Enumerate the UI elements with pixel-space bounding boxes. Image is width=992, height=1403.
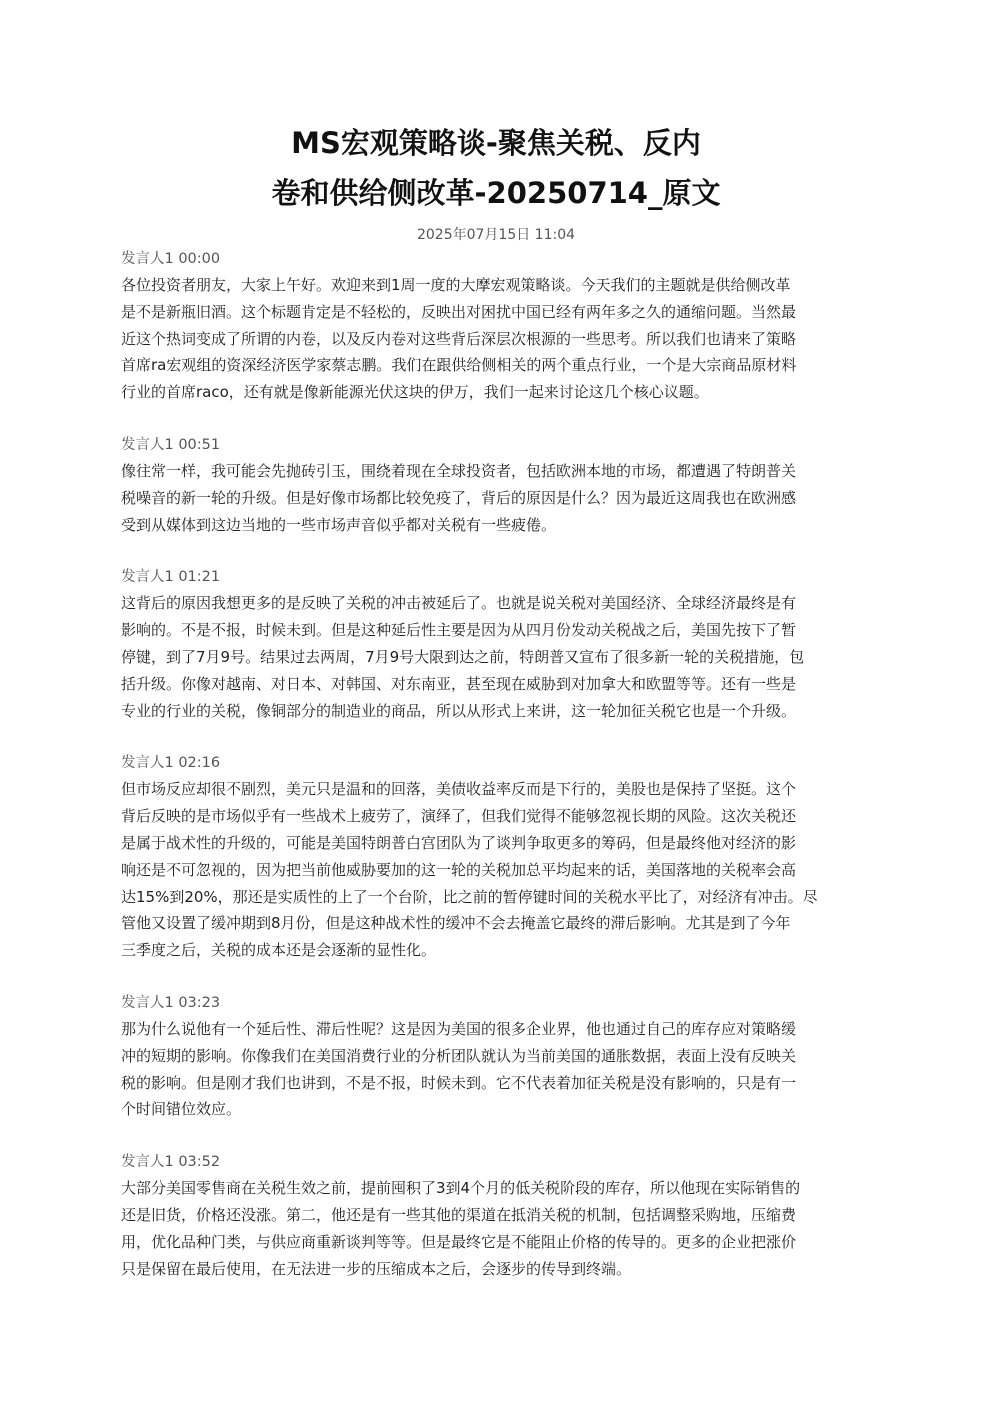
paragraph-line: 影响的。不是不报，时候未到。但是这种延后性主要是因为从四月份发动关税战之后，美国先按下了暂 (121, 621, 797, 640)
paragraph-line: 是不是新瓶旧酒。这个标题肯定是不轻松的，反映出对困扰中国已经有两年多之久的通缩问题。当然最 (121, 302, 797, 321)
transcript-paragraph (121, 1016, 871, 1123)
speaker-timestamp: 发言人1 03:23 (121, 994, 221, 1011)
paragraph-line: 管他又设置了缓冲期到8月份，但是这种战术性的缓冲不会去掩盖它最终的滞后影响。尤其是到了今年 (121, 914, 791, 933)
speaker-timestamp: 发言人1 00:51 (121, 436, 221, 453)
title-line-1: MS宏观策略谈-聚焦关税、反内 (291, 126, 701, 160)
transcript-segment (121, 750, 871, 964)
paragraph-line: 像往常一样，我可能会先抛砖引玉，围绕着现在全球投资者，包括欧洲本地的市场，都遭遇了特朗普关 (121, 461, 797, 480)
transcript-segment (121, 1149, 871, 1282)
paragraph-line: 首席ra宏观组的资深经济医学家蔡志鹏。我们在跟供给侧相关的两个重点行业，一个是大宗商品原材料 (121, 356, 797, 375)
transcript-segment (121, 432, 871, 538)
speaker-timestamp: 发言人1 03:52 (121, 1154, 221, 1171)
paragraph-line: 各位投资者朋友，大家上午好。欢迎来到1周一度的大摩宏观策略谈。今天我们的主题就是供给侧改革 (121, 276, 791, 294)
paragraph-line: 达15%到20%，那还是实质性的上了一个台阶，比之前的暂停键时间的关税水平比了，对经济有冲击。尽 (121, 887, 818, 906)
transcript-segment (121, 564, 871, 724)
paragraph-line: 大部分美国零售商在关税生效之前，提前囤积了3到4个月的低关税阶段的库存，所以他现在实际销售的 (121, 1179, 801, 1198)
paragraph-line: 还是旧货，价格还没涨。第二，他还是有一些其他的渠道在抵消关税的机制，包括调整采购地，压缩费 (121, 1205, 797, 1224)
transcript-paragraph (121, 776, 871, 964)
paragraph-line: 这背后的原因我想更多的是反映了关税的冲击被延后了。也就是说关税对美国经济、全球经济最终是有 (121, 594, 797, 613)
paragraph-line: 用，优化品种门类，与供应商重新谈判等等。但是最终它是不能阻止价格的传导的。更多的企业把涨价 (121, 1232, 797, 1251)
speaker-timestamp: 发言人1 02:16 (121, 755, 221, 772)
paragraph-line: 税噪音的新一轮的升级。但是好像市场都比较免疫了，背后的原因是什么？因为最近这周我也在欧洲感 (121, 488, 797, 507)
paragraph-line: 税的影响。但是刚才我们也讲到，不是不报，时候未到。它不代表着加征关税是没有影响的，只是有一 (121, 1073, 797, 1092)
title-line-2: 卷和供给侧改革-20250714_原文 (271, 176, 721, 210)
paragraph-line: 个时间错位效应。 (121, 1100, 242, 1119)
paragraph-line: 近这个热词变成了所谓的内卷，以及反内卷对这些背后深层次根源的一些思考。所以我们也请来了策略 (121, 329, 797, 348)
transcript-segment (121, 246, 871, 406)
paragraph-line: 那为什么说他有一个延后性、滞后性呢？这是因为美国的很多企业界，他也通过自己的库存应对策略缓 (121, 1019, 797, 1038)
paragraph-line: 只是保留在最后使用，在无法进一步的压缩成本之后，会逐步的传导到终端。 (121, 1259, 632, 1278)
document-datetime: 2025年07月15日 11:04 (416, 227, 576, 243)
transcript-paragraph (121, 1175, 871, 1282)
paragraph-line: 背后反映的是市场似乎有一些战术上疲劳了，演绎了，但我们觉得不能够忽视长期的风险。这次关税还 (121, 807, 797, 826)
paragraph-line: 是属于战术性的升级的，可能是美国特朗普白宫团队为了谈判争取更多的筹码，但是最终他对经济的影 (121, 833, 797, 852)
paragraph-line: 冲的短期的影响。你像我们在美国消费行业的分析团队就认为当前美国的通胀数据，表面上没有反映关 (121, 1046, 797, 1065)
paragraph-line: 响还是不可忽视的，因为把当前他威胁要加的这一轮的关税加总平均起来的话，美国落地的关税率会高 (121, 860, 797, 879)
transcript-paragraph (121, 272, 871, 406)
paragraph-line: 行业的首席raco，还有就是像新能源光伏这块的伊万，我们一起来讨论这几个核心议题。 (121, 383, 709, 402)
transcript-paragraph (121, 590, 871, 724)
paragraph-line: 停键，到了7月9号。结果过去两周，7月9号大限到达之前，特朗普又宣布了很多新一轮的关税措施，包 (121, 647, 805, 666)
paragraph-line: 三季度之后，关税的成本还是会逐渐的显性化。 (121, 941, 437, 960)
transcript-paragraph (121, 458, 871, 538)
paragraph-line: 括升级。你像对越南、对日本、对韩国、对东南亚，甚至现在威胁到对加拿大和欧盟等等。还有一些是 (121, 674, 797, 693)
paragraph-line: 专业的行业的关税，像铜部分的制造业的商品，所以从形式上来讲，这一轮加征关税它也是一个升级。 (121, 701, 797, 720)
speaker-timestamp: 发言人1 00:00 (121, 251, 221, 267)
transcript-segment (121, 990, 871, 1123)
speaker-timestamp: 发言人1 01:21 (121, 569, 221, 586)
paragraph-line: 受到从媒体到这边当地的一些市场声音似乎都对关税有一些疲倦。 (121, 515, 557, 534)
paragraph-line: 但市场反应却很不剧烈，美元只是温和的回落，美债收益率反而是下行的，美股也是保持了坚挺。这个 (121, 780, 797, 799)
document-title (121, 118, 871, 218)
